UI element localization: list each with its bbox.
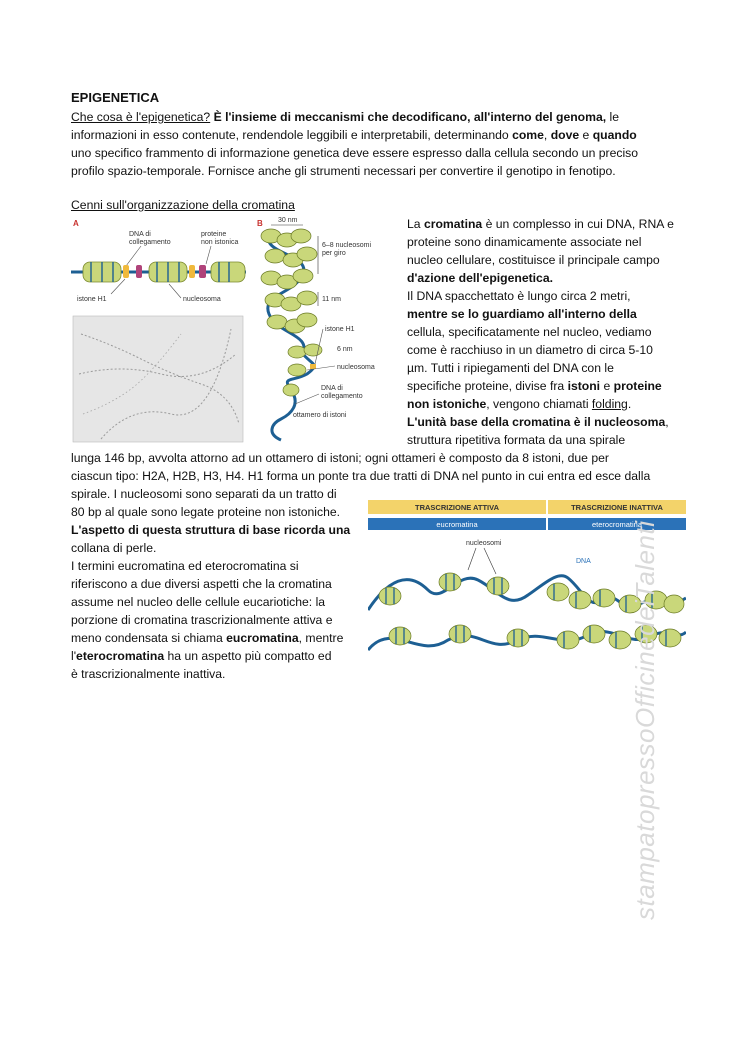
- nucleosomes-label: nucleosomi: [466, 540, 502, 547]
- inactive-transcription-label: TRASCRIZIONE INATTIVA: [571, 503, 663, 512]
- text: è un complesso in cui DNA, RNA e: [482, 217, 674, 231]
- intro-definition: È l'insieme di meccanismi che decodificano, all'interno del genoma,: [210, 110, 607, 124]
- active-transcription-label: TRASCRIZIONE ATTIVA: [414, 503, 500, 512]
- text: La: [407, 217, 424, 231]
- right-line-6: mentre se lo guardiamo all'interno della: [407, 307, 637, 321]
- right-line-8: come è racchiuso in un diametro di circa 5-10: [407, 343, 653, 357]
- text: meno condensata si chiama: [71, 631, 227, 645]
- intro-line1-end: le: [606, 110, 619, 124]
- right-line-10: [407, 377, 662, 395]
- left-line-6: riferiscono a due diversi aspetti che la cromatina: [71, 577, 332, 591]
- nonhistone-label-1: proteine: [201, 231, 227, 238]
- section-heading: Cenni sull'organizzazione della cromatina: [71, 198, 295, 212]
- intro-line-1: [71, 108, 619, 126]
- b-histone-label: istone H1: [325, 326, 355, 333]
- heterochromatin-label: eterocromatina: [591, 520, 643, 529]
- dna-link-label-2: collegamento: [129, 239, 171, 246]
- right-line-1: [407, 215, 674, 233]
- text: .: [627, 397, 632, 411]
- keyword-eucromatina: eucromatina: [226, 631, 299, 645]
- left-line-4: collana di perle.: [71, 541, 157, 555]
- size-11nm-label: 11 nm: [322, 296, 341, 303]
- left-line-5: I termini eucromatina ed eterocromatina si: [71, 559, 299, 573]
- full-line-1: lunga 146 bp, avvolta attorno ad un ottamero di istoni; ogni ottameri è composto da 8 istoni, due per: [71, 451, 609, 465]
- left-line-11: è trascrizionalmente inattiva.: [71, 667, 226, 681]
- left-line-2: 80 bp al quale sono legate proteine non istoniche.: [71, 505, 341, 519]
- keyword-proteine: proteine: [613, 379, 662, 393]
- octamer-label: ottamero di istoni: [293, 412, 347, 419]
- intro-line-2: [71, 126, 637, 144]
- left-line-1: spirale. I nucleosomi sono separati da un tratto di: [71, 487, 337, 501]
- b-dna-link-label-1: DNA di: [321, 385, 343, 392]
- right-line-5: Il DNA spacchettato è lungo circa 2 metri,: [407, 289, 631, 303]
- histone-h1-label: istone H1: [77, 296, 107, 303]
- right-line-13: struttura ripetitiva formata da una spirale: [407, 433, 626, 447]
- nonhistone-label-2: non istonica: [201, 239, 239, 246]
- right-line-7: cellula, specificatamente nel nucleo, vediamo: [407, 325, 652, 339]
- sep: ,: [543, 128, 551, 142]
- nucleosomes-per-turn-label-2: per giro: [322, 250, 346, 257]
- b-nucleosome-label: nucleosoma: [337, 364, 375, 371]
- intro-line2-text: informazioni in esso contenute, rendendole leggibili e interpretabili, determinando: [71, 128, 513, 142]
- left-line-10: [71, 647, 331, 665]
- nucleosomes-per-turn-label-1: 6–8 nucleosomi: [322, 242, 372, 249]
- chromatin-structure-figure: [71, 214, 401, 444]
- text: e: [600, 379, 614, 393]
- keyword-non-istoniche: non istoniche: [407, 397, 487, 411]
- nucleosome-bead: [211, 262, 245, 282]
- nucleosome-definition: L'unità base della cromatina è il nucleosoma: [407, 415, 666, 429]
- text: ,: [665, 415, 669, 429]
- text: , mentre: [298, 631, 344, 645]
- keyword-come: come: [512, 128, 544, 142]
- full-line-2: ciascun tipo: H2A, H2B, H3, H4. H1 forma un ponte tra due tratti di DNA nel punto in cui entra ed esce dalla: [71, 469, 651, 483]
- keyword-istoni: istoni: [567, 379, 601, 393]
- watermark: stampatopressoOfficinedeiTalenti: [630, 520, 660, 920]
- nucleosome-bead: [149, 262, 187, 282]
- right-line-3: nucleo cellulare, costituisce il principale campo: [407, 253, 660, 267]
- text: l': [71, 649, 77, 663]
- right-line-11: [407, 395, 631, 413]
- text: , vengono chiamati: [486, 397, 592, 411]
- dna-link-label-1: DNA di: [129, 231, 151, 238]
- right-line-2: proteine sono dinamicamente associate nel: [407, 235, 642, 249]
- size-30nm-label: 30 nm: [278, 217, 298, 224]
- nucleosome-label: nucleosoma: [183, 296, 221, 303]
- left-line-3: L'aspetto di questa struttura di base ricorda una: [71, 523, 351, 537]
- sep: e: [579, 128, 593, 142]
- intro-line-3: uno specifico frammento di informazione genetica deve essere espresso dalla cellula secondo un preciso: [71, 146, 639, 160]
- right-line-4: d'azione dell'epigenetica.: [407, 271, 553, 285]
- electron-micrograph: [73, 316, 243, 442]
- text: specifiche proteine, divise fra: [407, 379, 568, 393]
- intro-line-4: profilo spazio-temporale. Fornisce anche gli strumenti necessari per convertire il genotipo in fenotipo.: [71, 164, 616, 178]
- solenoid-fiber: [261, 229, 322, 440]
- euchromatin-label: eucromatina: [436, 520, 478, 529]
- page-title: EPIGENETICA: [71, 90, 160, 105]
- right-line-9: µm. Tutti i ripiegamenti del DNA con le: [407, 361, 614, 375]
- dna-label: DNA: [576, 558, 591, 565]
- text: ha un aspetto più compatto ed: [164, 649, 332, 663]
- right-line-12: [407, 413, 669, 431]
- keyword-quando: quando: [592, 128, 637, 142]
- size-6nm-label: 6 nm: [337, 346, 353, 353]
- keyword-cromatina: cromatina: [423, 217, 483, 231]
- b-dna-link-label-2: collegamento: [321, 393, 363, 400]
- left-line-9: [71, 629, 343, 647]
- keyword-folding: folding: [591, 397, 628, 411]
- intro-question: Che cosa è l'epigenetica?: [71, 110, 211, 124]
- keyword-eterocromatina: eterocromatina: [76, 649, 165, 663]
- nucleosome-bead: [83, 262, 121, 282]
- panel-a-label: A: [73, 219, 79, 228]
- left-line-8: porzione di cromatina trascrizionalmente attiva e: [71, 613, 333, 627]
- keyword-dove: dove: [550, 128, 580, 142]
- panel-b-label: B: [257, 219, 263, 228]
- left-line-7: assume nel nucleo delle cellule eucariotiche: la: [71, 595, 326, 609]
